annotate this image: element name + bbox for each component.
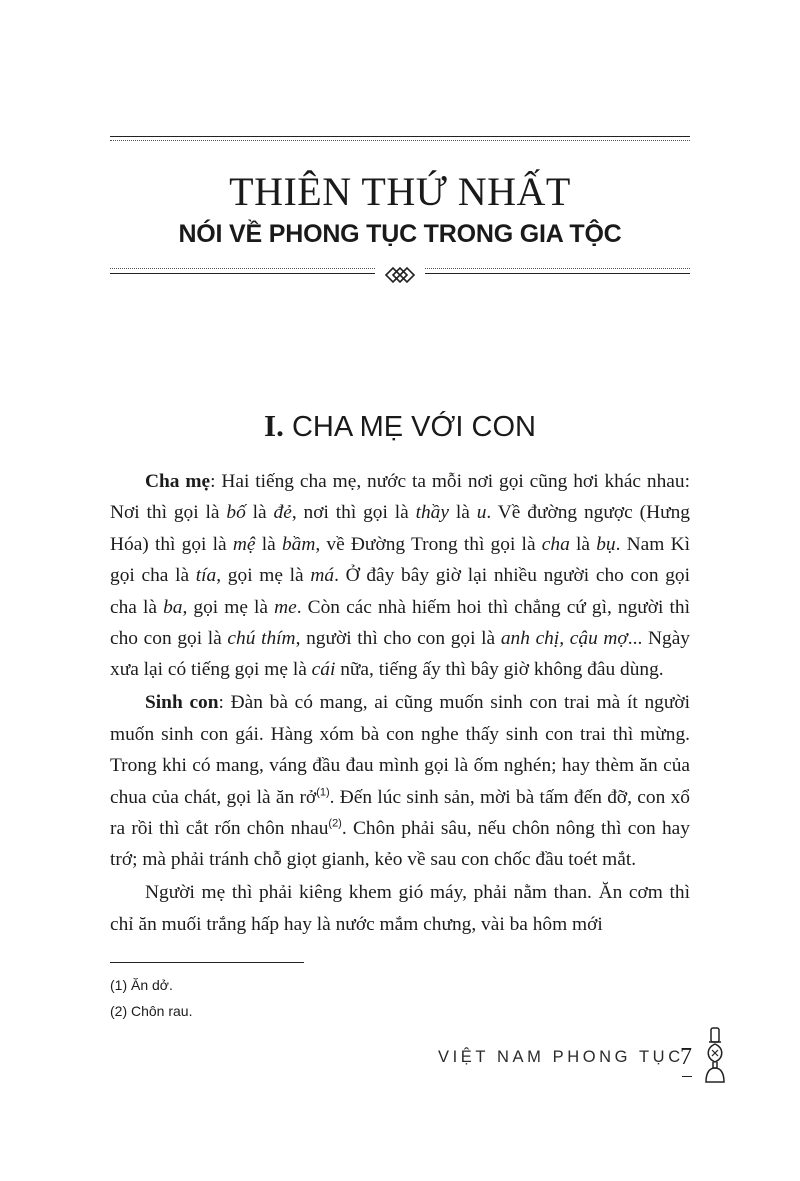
footnote-1: (1) Ăn dở. — [110, 977, 173, 993]
italic-term: ba — [163, 596, 183, 618]
text-run: . Ở đây bây giờ lại nhiều người cho con gọi cha là — [110, 565, 691, 618]
footnote-2: (2) Chôn rau. — [110, 1003, 193, 1019]
running-title: VIỆT NAM PHONG TỤC — [438, 1048, 684, 1066]
italic-term: cái — [311, 659, 336, 681]
text-run: ... Ngày xưa lại có tiếng gọi mẹ là — [110, 628, 691, 681]
footnote-ref-2[interactable]: (2) — [328, 817, 342, 830]
italic-term: mệ — [232, 533, 256, 555]
paragraph-sinh-con — [110, 687, 690, 875]
section-title: CHA MẸ VỚI CON — [291, 411, 536, 443]
text-run: . Về đường ngược (Hưng Hóa) thì gọi là — [110, 502, 690, 555]
footnotes — [110, 972, 510, 1024]
paragraph-cha-me — [110, 466, 690, 686]
text-run: , về Đường Trong thì gọi là — [315, 533, 542, 555]
italic-term: tía — [195, 565, 217, 587]
text-run: , gọi mẹ là — [182, 596, 275, 618]
italic-term: me — [274, 596, 297, 618]
text-run: : Đàn bà có mang, ai cũng muốn sinh con trai mà ít người muốn sinh con gái. Hàng xóm bà con nghe thấy sinh con trai thì mừng. Trong khi có mang, váng đầu đau mình gọi là ốm nghén; hay thèm ăn của chua của chát, gọi là ăn rở — [110, 692, 690, 808]
text-run: , nơi thì gọi là — [291, 502, 416, 524]
italic-term: bố — [226, 502, 246, 524]
term-sinh-con: Sinh con — [145, 692, 219, 714]
text-run: : Hai tiếng cha mẹ, nước ta mỗi nơi gọi cũng hơi khác nhau: Nơi thì gọi là — [110, 471, 690, 524]
text-run: , gọi mẹ là — [216, 565, 311, 587]
term-cha-me: Cha mẹ — [145, 471, 211, 492]
diamond-knot-icon — [384, 266, 416, 284]
text-run: là — [569, 533, 597, 555]
footnote-ref-1[interactable]: (1) — [316, 786, 330, 799]
italic-term: đẻ — [273, 502, 292, 524]
text-run: . Đến lúc sinh sản, mời bà tấm đến đỡ, con xổ ra rồi thì cắt rốn chôn nhau — [110, 786, 690, 839]
text-run: nữa, tiếng ấy thì bây giờ không đâu dùng. — [335, 659, 664, 681]
text-run: là — [448, 502, 477, 524]
italic-term: u — [476, 502, 487, 524]
paragraph-nguoi-me: Người mẹ thì phải kiêng khem gió máy, phải nằm than. Ăn cơm thì chỉ ăn muối trắng hấp hay là nước mắm chưng, vài ba hôm mới — [110, 882, 690, 935]
oil-lamp-icon — [700, 1026, 730, 1084]
italic-term: má — [310, 565, 335, 587]
page-number-underline — [682, 1076, 692, 1077]
italic-term: bầm — [281, 533, 316, 555]
text-run: là — [255, 533, 282, 555]
text-run: là — [245, 502, 274, 524]
text-run: . Còn các nhà hiếm hoi thì chẳng cứ gì, người thì cho con gọi là — [110, 596, 690, 650]
chapter-title: THIÊN THỨ NHẤT — [229, 169, 571, 214]
text-run: . Chôn phải sâu, nếu chôn nông thì con hay trớ; mà phải tránh chỗ giọt gianh, kẻo về sau con chốc đầu toét mắt. — [110, 817, 690, 871]
italic-term: bụ — [596, 533, 616, 555]
text-run: . Nam Kì gọi cha là — [110, 533, 690, 587]
page-number: 7 — [680, 1044, 692, 1070]
italic-term: cha — [541, 533, 570, 555]
footnote-rule — [110, 962, 304, 963]
italic-term: anh chị, cậu mợ — [500, 628, 628, 650]
chapter-subtitle: NÓI VỀ PHONG TỤC TRONG GIA TỘC — [178, 220, 622, 248]
italic-term: thầy — [415, 502, 449, 524]
body-text — [110, 466, 690, 940]
text-run: , người thì cho con gọi là — [295, 628, 501, 650]
italic-term: chú thím — [227, 628, 296, 650]
section-heading — [0, 408, 800, 444]
section-numeral: I. — [264, 408, 284, 443]
top-rule — [110, 136, 690, 144]
